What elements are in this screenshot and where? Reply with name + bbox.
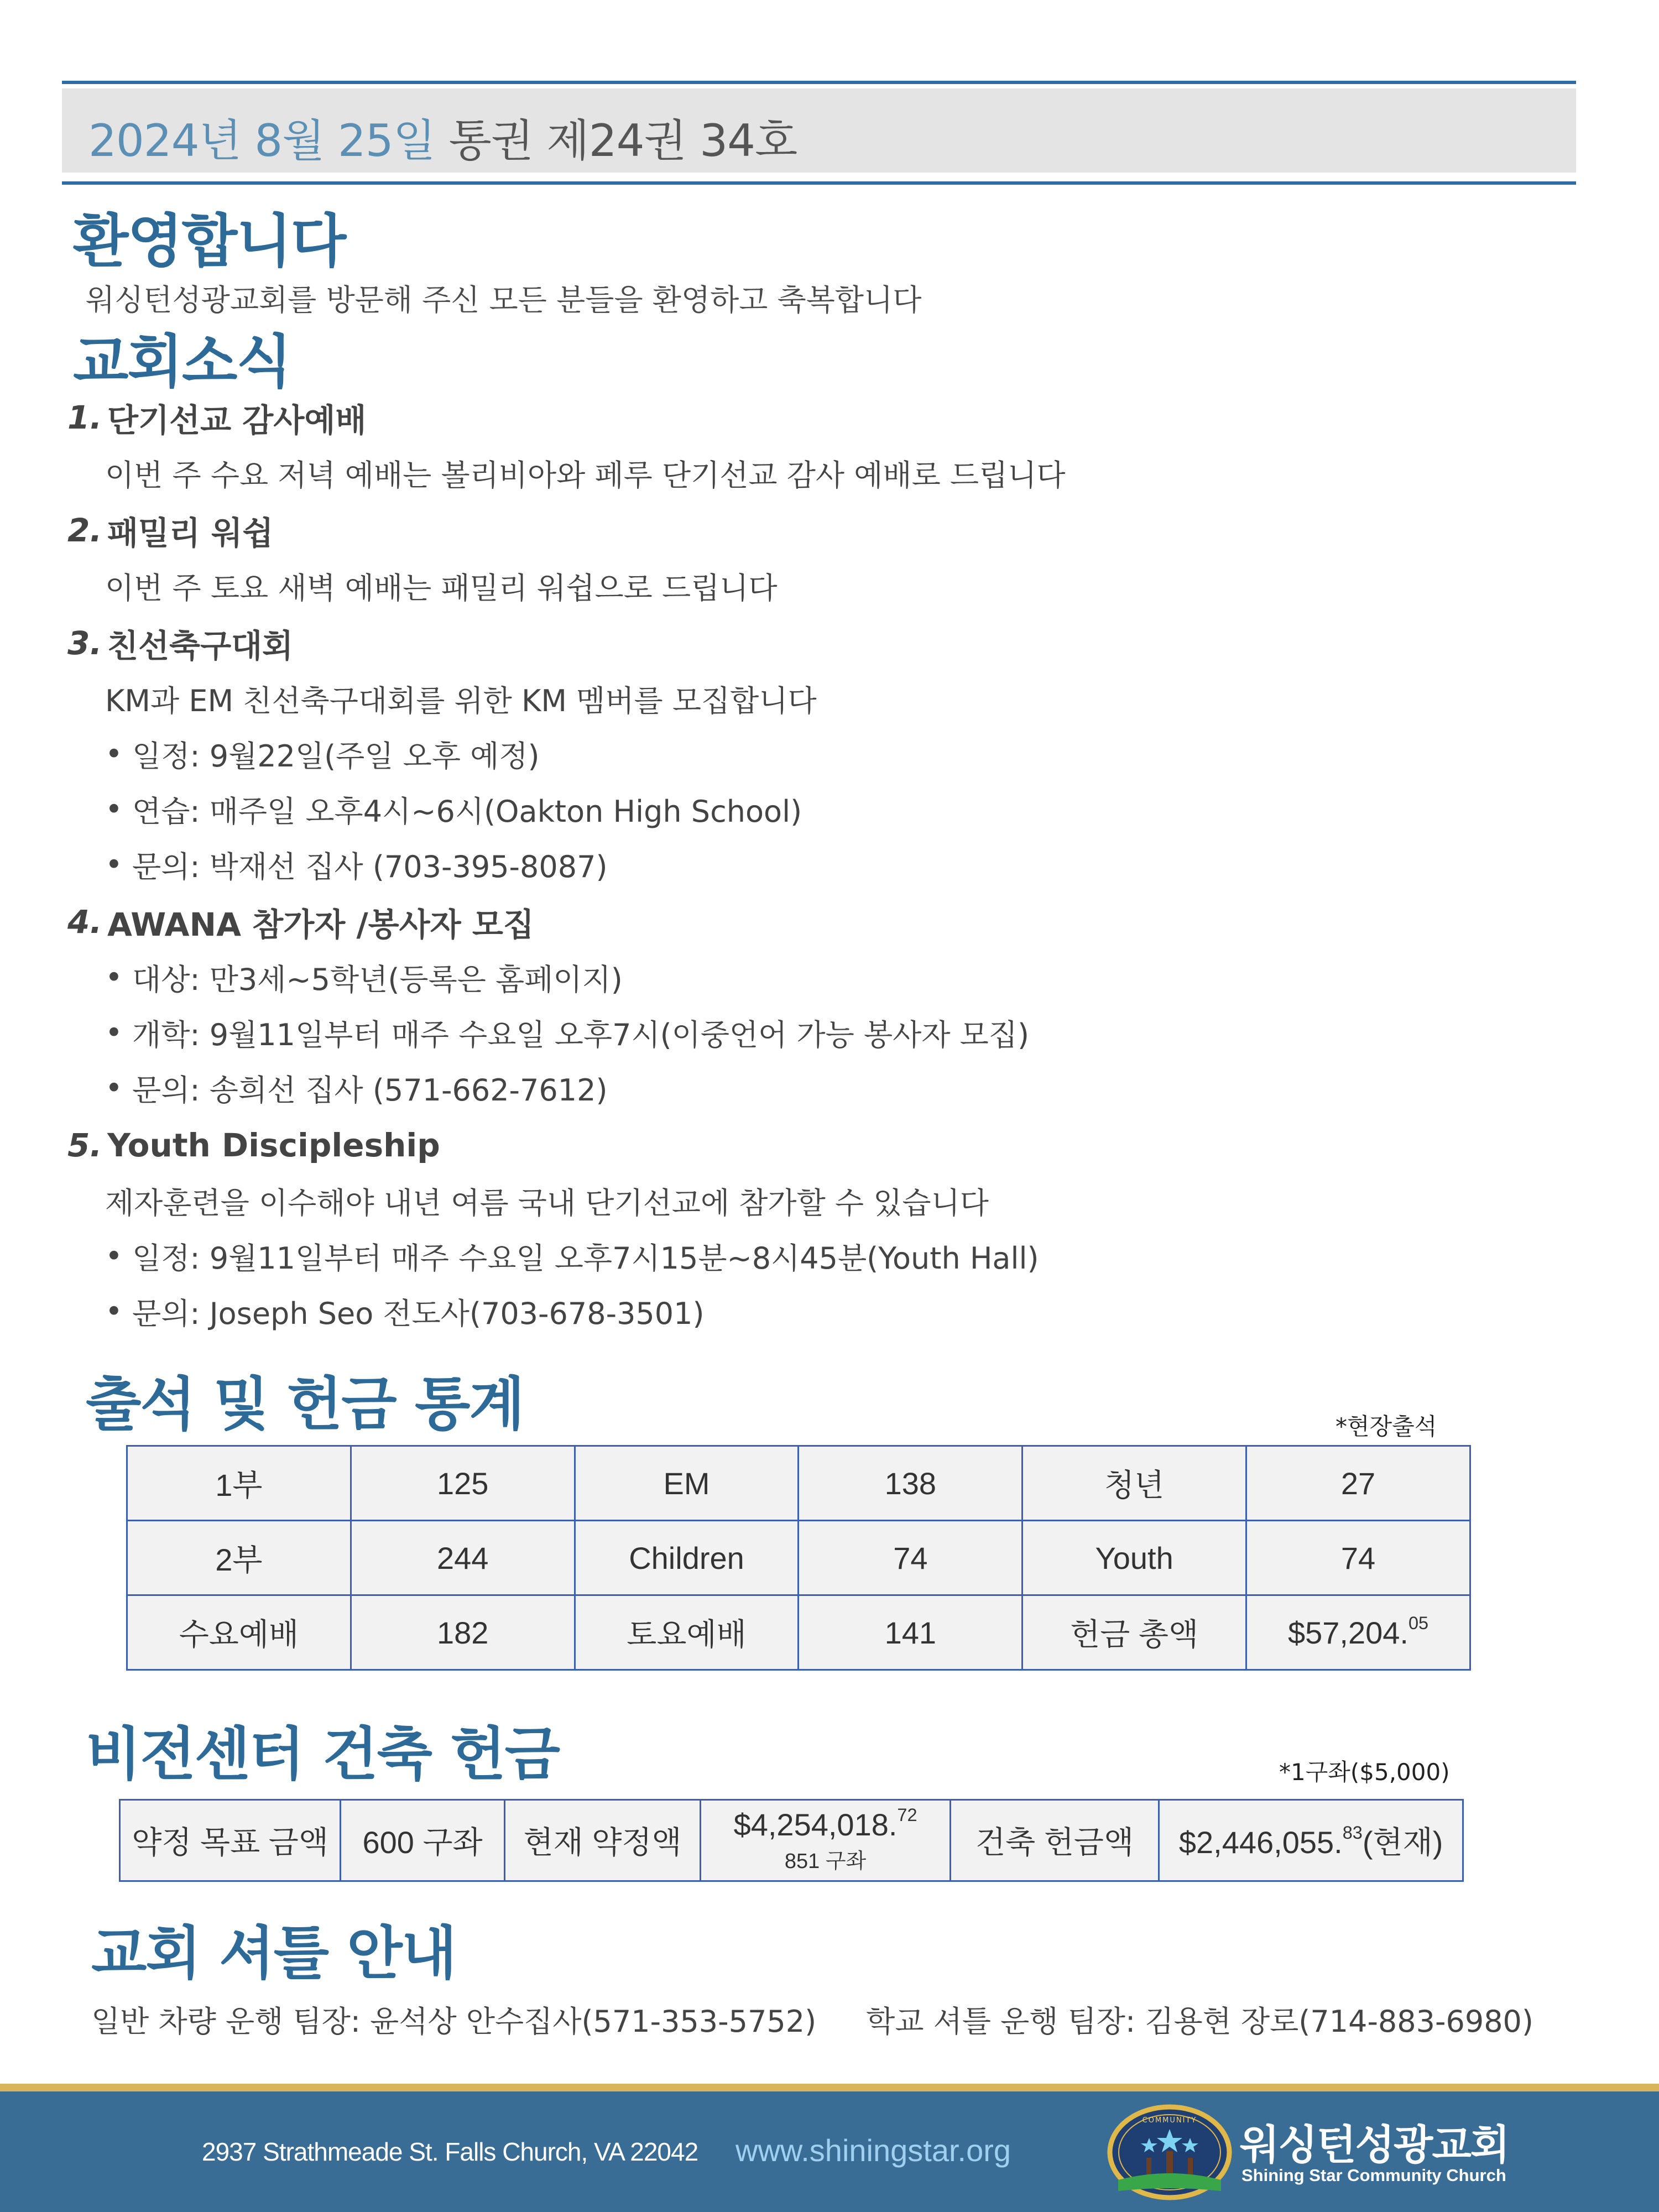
offering-total-cents: 05 xyxy=(1408,1613,1429,1633)
current-label: 현재 약정액 xyxy=(504,1800,700,1881)
news-item-title: 패밀리 워쉽 xyxy=(107,514,274,552)
shuttle-title: 교회 셔틀 안내 xyxy=(91,1919,456,1987)
offering-cents: 83 xyxy=(1342,1823,1363,1843)
news-item xyxy=(67,390,1395,500)
building-title: 비전센터 건축 헌금 xyxy=(86,1720,560,1788)
news-item-title: 친선축구대회 xyxy=(107,627,294,665)
offering-amount: $2,446,055. xyxy=(1178,1825,1343,1860)
church-name-english: Shining Star Community Church xyxy=(1241,2166,1506,2185)
table-row xyxy=(127,1446,1470,1521)
issue-banner xyxy=(62,88,1576,173)
offering-total-cell xyxy=(1246,1595,1470,1670)
table-cell: 182 xyxy=(351,1595,575,1670)
news-item xyxy=(67,894,1395,1115)
news-item-heading xyxy=(67,503,1395,558)
news-item-number: 2. xyxy=(67,512,102,549)
table-cell: 수요예배 xyxy=(127,1595,351,1670)
table-cell: 헌금 총액 xyxy=(1022,1595,1246,1670)
news-item-number: 4. xyxy=(67,903,102,941)
news-item-description: 이번 주 토요 새벽 예배는 패밀리 워쉽으로 드립니다 xyxy=(105,570,778,606)
header-bottom-rule xyxy=(62,181,1576,185)
news-item-number: 1. xyxy=(67,399,102,436)
issue-date: 2024년 8월 25일 xyxy=(88,115,435,166)
news-list xyxy=(67,390,1395,1341)
church-name: 워싱턴성광교회 xyxy=(1240,2121,1509,2169)
news-item xyxy=(67,503,1395,613)
table-cell: 138 xyxy=(799,1446,1022,1521)
church-address: 2937 Strathmeade St. Falls Church, VA 22042 xyxy=(202,2137,698,2166)
offering-total-amount: $57,204. xyxy=(1287,1615,1408,1650)
welcome-title: 환영합니다 xyxy=(73,207,346,275)
offering-label: 건축 헌금액 xyxy=(950,1800,1159,1881)
table-cell: Children xyxy=(575,1521,799,1595)
current-value-cell xyxy=(701,1800,951,1881)
table-cell: 1부 xyxy=(127,1446,351,1521)
current-amount-cents: 72 xyxy=(897,1805,917,1825)
news-item xyxy=(67,1118,1395,1339)
school-shuttle-contact: 학교 셔틀 운행 팀장: 김용현 장로(714-883-6980) xyxy=(866,2004,1533,2039)
issue-volume: 통권 제24권 34호 xyxy=(448,115,797,166)
news-item-detail: • 문의: Joseph Seo 전도사(703-678-3501) xyxy=(67,1284,1395,1339)
table-cell: 2부 xyxy=(127,1521,351,1595)
news-item-description: 제자훈련을 이수해야 내년 여름 국내 단기선교에 참가할 수 있습니다 xyxy=(105,1185,989,1220)
offering-value-cell xyxy=(1159,1800,1463,1881)
table-cell: 244 xyxy=(351,1521,575,1595)
church-logo-icon xyxy=(1106,2103,1233,2202)
news-item-detail: • 일정: 9월11일부터 매주 수요일 오후7시15분~8시45분(Youth Hall) xyxy=(67,1228,1395,1284)
news-item-detail: • 일정: 9월22일(주일 오후 예정) xyxy=(67,726,1395,781)
news-item-detail: • 연습: 매주일 오후4시~6시(Oakton High School) xyxy=(67,781,1395,837)
current-amount-main: $4,254,018. xyxy=(733,1807,898,1842)
news-item xyxy=(67,615,1395,892)
table-row xyxy=(127,1521,1470,1595)
table-cell: 74 xyxy=(1246,1521,1470,1595)
table-cell: 74 xyxy=(799,1521,1022,1595)
goal-value: 600 구좌 xyxy=(341,1800,505,1881)
general-shuttle-contact: 일반 차량 운행 팀장: 윤석상 안수집사(571-353-5752) xyxy=(91,2004,817,2039)
table-cell: 125 xyxy=(351,1446,575,1521)
table-cell: 27 xyxy=(1246,1446,1470,1521)
table-cell: EM xyxy=(575,1446,799,1521)
news-title: 교회소식 xyxy=(73,328,291,395)
church-website-link[interactable]: www.shiningstar.org xyxy=(735,2133,1011,2168)
table-cell: 토요예배 xyxy=(575,1595,799,1670)
news-item-heading xyxy=(67,894,1395,950)
table-row xyxy=(127,1595,1470,1670)
offering-suffix: (현재) xyxy=(1362,1825,1443,1860)
current-units: 851 구좌 xyxy=(784,1850,867,1873)
top-rule xyxy=(62,81,1576,84)
news-item-heading xyxy=(67,390,1395,445)
table-cell: Youth xyxy=(1022,1521,1246,1595)
shuttle-contacts xyxy=(91,1998,1533,2041)
welcome-text: 워싱턴성광교회를 방문해 주신 모든 분들을 환영하고 축복합니다 xyxy=(86,283,922,317)
issue-date-line xyxy=(88,105,797,169)
footer xyxy=(0,2091,1659,2212)
news-item-title: 단기선교 감사예배 xyxy=(107,401,367,439)
footer-accent-bar xyxy=(0,2084,1659,2091)
news-item-detail: • 개학: 9월11일부터 매주 수요일 오후7시(이중언어 가능 봉사자 모집) xyxy=(67,1005,1395,1060)
news-item-heading xyxy=(67,1118,1395,1173)
news-item-title: AWANA 참가자 /봉사자 모집 xyxy=(107,906,534,943)
news-item-detail: • 문의: 박재선 집사 (703-395-8087) xyxy=(67,837,1395,892)
news-item-detail: • 대상: 만3세~5학년(등록은 홈페이지) xyxy=(67,950,1395,1005)
logo-ring-text: COMMUNITY xyxy=(1142,2116,1197,2125)
table-cell: 141 xyxy=(799,1595,1022,1670)
news-item-number: 3. xyxy=(67,624,102,662)
news-item-number: 5. xyxy=(67,1126,102,1164)
attendance-table xyxy=(126,1445,1471,1671)
table-row xyxy=(120,1800,1463,1881)
news-item-detail: • 문의: 송희선 집사 (571-662-7612) xyxy=(67,1060,1395,1115)
attendance-title: 출석 및 헌금 통계 xyxy=(86,1370,524,1438)
current-amount xyxy=(734,1807,917,1842)
goal-label: 약정 목표 금액 xyxy=(120,1800,341,1881)
building-note: *1구좌($5,000) xyxy=(1279,1759,1450,1786)
table-cell: 청년 xyxy=(1022,1446,1246,1521)
news-item-title: Youth Discipleship xyxy=(107,1126,440,1164)
news-item-description: 이번 주 수요 저녁 예배는 볼리비아와 페루 단기선교 감사 예배로 드립니다 xyxy=(105,457,1066,493)
news-item-description: KM과 EM 친선축구대회를 위한 KM 멤버를 모집합니다 xyxy=(105,683,817,718)
attendance-note: *현장출석 xyxy=(1335,1413,1437,1440)
building-table xyxy=(119,1799,1464,1882)
news-item-heading xyxy=(67,615,1395,671)
